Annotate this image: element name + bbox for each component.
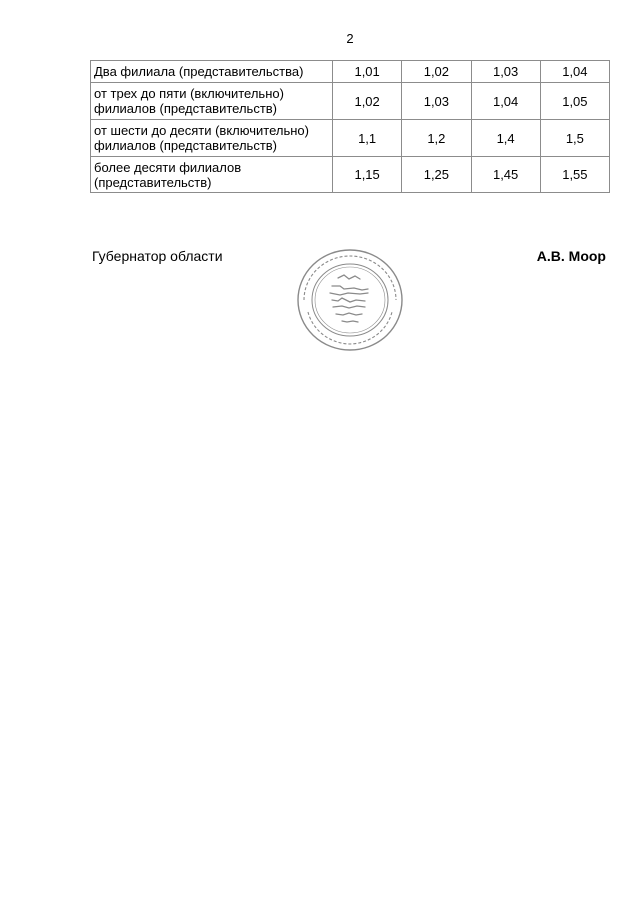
table-cell: 1,55 bbox=[540, 157, 609, 193]
table-cell: 1,02 bbox=[333, 83, 402, 120]
table-cell: 1,04 bbox=[471, 83, 540, 120]
coefficient-table bbox=[90, 60, 610, 193]
table-cell: 1,1 bbox=[333, 120, 402, 157]
signatory-name: А.В. Моор bbox=[536, 248, 606, 264]
table-cell: 1,02 bbox=[402, 61, 471, 83]
row-label: более десяти филиалов (представительств) bbox=[91, 157, 333, 193]
table-row bbox=[91, 120, 610, 157]
table-cell: 1,2 bbox=[402, 120, 471, 157]
table-row bbox=[91, 61, 610, 83]
table-row bbox=[91, 83, 610, 120]
table-cell: 1,01 bbox=[333, 61, 402, 83]
row-label: Два филиала (представительства) bbox=[91, 61, 333, 83]
table-cell: 1,45 bbox=[471, 157, 540, 193]
table-cell: 1,04 bbox=[540, 61, 609, 83]
table-cell: 1,5 bbox=[540, 120, 609, 157]
official-seal-icon bbox=[296, 248, 404, 352]
table-cell: 1,03 bbox=[471, 61, 540, 83]
table-cell: 1,4 bbox=[471, 120, 540, 157]
table-row bbox=[91, 157, 610, 193]
table-cell: 1,25 bbox=[402, 157, 471, 193]
table-cell: 1,03 bbox=[402, 83, 471, 120]
table-cell: 1,05 bbox=[540, 83, 609, 120]
row-label: от трех до пяти (включительно) филиалов (представительств) bbox=[91, 83, 333, 120]
row-label: от шести до десяти (включительно) филиалов (представительств) bbox=[91, 120, 333, 157]
table-cell: 1,15 bbox=[333, 157, 402, 193]
signatory-title: Губернатор области bbox=[92, 248, 223, 264]
page-number: 2 bbox=[346, 31, 354, 46]
